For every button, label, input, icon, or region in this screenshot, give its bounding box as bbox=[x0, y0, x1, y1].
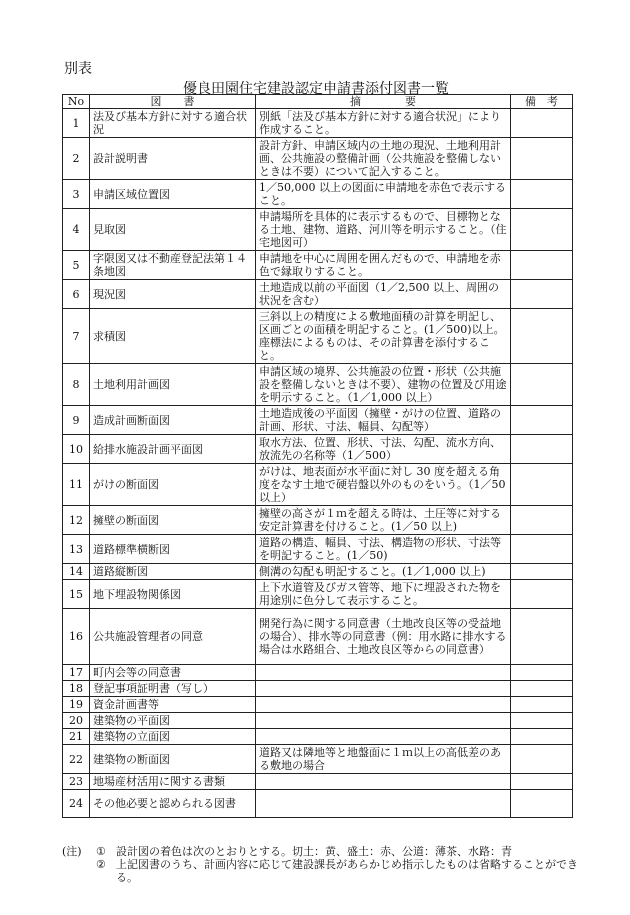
table-row bbox=[63, 535, 573, 564]
row-number: 8 bbox=[63, 364, 90, 406]
header-description: 摘 要 bbox=[256, 95, 511, 109]
row-description: 開発行為に関する同意書（土地改良区等の受益地の場合）、排水等の同意書（例：用水路に排水する場合は水路組合、土地改良区等からの同意書） bbox=[256, 609, 511, 665]
table-row bbox=[63, 180, 573, 209]
row-remarks bbox=[511, 209, 573, 251]
row-remarks bbox=[511, 697, 573, 713]
row-number: 6 bbox=[63, 280, 90, 309]
row-document: 建築物の立面図 bbox=[90, 729, 256, 745]
row-remarks bbox=[511, 506, 573, 535]
row-document: がけの断面図 bbox=[90, 464, 256, 506]
row-document: 法及び基本方針に対する適合状況 bbox=[90, 109, 256, 138]
table-row bbox=[63, 580, 573, 609]
row-number: 22 bbox=[63, 745, 90, 774]
table-row bbox=[63, 109, 573, 138]
table-row bbox=[63, 564, 573, 580]
row-document: 土地利用計画図 bbox=[90, 364, 256, 406]
row-number: 9 bbox=[63, 406, 90, 435]
table-row bbox=[63, 681, 573, 697]
table-row bbox=[63, 406, 573, 435]
row-number: 12 bbox=[63, 506, 90, 535]
row-document: 字限図又は不動産登記法第１４条地図 bbox=[90, 251, 256, 280]
table-row bbox=[63, 790, 573, 818]
row-document: 地場産材活用に関する書類 bbox=[90, 774, 256, 790]
table-row bbox=[63, 464, 573, 506]
row-remarks bbox=[511, 406, 573, 435]
table-row bbox=[63, 609, 573, 665]
row-remarks bbox=[511, 364, 573, 406]
row-description bbox=[256, 681, 511, 697]
row-document: 擁壁の断面図 bbox=[90, 506, 256, 535]
row-document: 地下埋設物関係図 bbox=[90, 580, 256, 609]
row-remarks bbox=[511, 251, 573, 280]
row-description: 取水方法、位置、形状、寸法、勾配、流水方向、放流先の名称等（1／500） bbox=[256, 435, 511, 464]
note-number: ② bbox=[96, 858, 106, 871]
row-remarks bbox=[511, 609, 573, 665]
note-text: 上記図書のうち、計画内容に応じて建設課長があらかじめ指示したものは省略することができる。 bbox=[116, 858, 578, 884]
row-number: 4 bbox=[63, 209, 90, 251]
table-row bbox=[63, 435, 573, 464]
row-number: 14 bbox=[63, 564, 90, 580]
row-document: 資金計画書等 bbox=[90, 697, 256, 713]
row-description: 土地造成後の平面図（擁壁・がけの位置、道路の計画、形状、寸法、幅員、勾配等） bbox=[256, 406, 511, 435]
row-description: 道路の構造、幅員、寸法、構造物の形状、寸法等を明記すること。(1／50) bbox=[256, 535, 511, 564]
header-no: No bbox=[63, 95, 90, 109]
row-description bbox=[256, 665, 511, 681]
row-remarks bbox=[511, 180, 573, 209]
row-number: 16 bbox=[63, 609, 90, 665]
row-remarks bbox=[511, 729, 573, 745]
row-description bbox=[256, 790, 511, 818]
row-document: 申請区域位置図 bbox=[90, 180, 256, 209]
row-remarks bbox=[511, 774, 573, 790]
row-number: 1 bbox=[63, 109, 90, 138]
row-number: 7 bbox=[63, 309, 90, 364]
row-document: 造成計画断面図 bbox=[90, 406, 256, 435]
row-description bbox=[256, 697, 511, 713]
row-document: 求積図 bbox=[90, 309, 256, 364]
table-row bbox=[63, 729, 573, 745]
row-remarks bbox=[511, 109, 573, 138]
documents-table bbox=[62, 94, 573, 818]
row-number: 10 bbox=[63, 435, 90, 464]
row-description: 側溝の勾配も明記すること。(1／1,000 以上) bbox=[256, 564, 511, 580]
row-number: 5 bbox=[63, 251, 90, 280]
row-document: 道路標準横断図 bbox=[90, 535, 256, 564]
row-document: 建築物の平面図 bbox=[90, 713, 256, 729]
row-document: 現況図 bbox=[90, 280, 256, 309]
header-remarks: 備 考 bbox=[511, 95, 573, 109]
table-row bbox=[63, 713, 573, 729]
table-header-row bbox=[63, 95, 573, 109]
row-description: 擁壁の高さが１ｍを超える時は、土圧等に対する安定計算書を付けること。(1／50 以上) bbox=[256, 506, 511, 535]
table-row bbox=[63, 364, 573, 406]
row-number: 17 bbox=[63, 665, 90, 681]
row-description: 別紙「法及び基本方針に対する適合状況」により作成すること。 bbox=[256, 109, 511, 138]
table-row bbox=[63, 745, 573, 774]
row-description: 申請区域の境界、公共施設の位置・形状（公共施設を整備しないときは不要）、建物の位置及び用途を明示すること。（1／1,000 以上） bbox=[256, 364, 511, 406]
row-number: 24 bbox=[63, 790, 90, 818]
row-number: 18 bbox=[63, 681, 90, 697]
row-description: 申請場所を具体的に表示するもので、目標物となる土地、建物、道路、河川等を明示すること。（住宅地図可） bbox=[256, 209, 511, 251]
table-row bbox=[63, 774, 573, 790]
row-document: その他必要と認められる図書 bbox=[90, 790, 256, 818]
note-item bbox=[62, 858, 582, 884]
row-description: がけは、地表面が水平面に対し 30 度を超える角度をなす土地で硬岩盤以外のものをいう。（1／50 以上） bbox=[256, 464, 511, 506]
table-row bbox=[63, 309, 573, 364]
row-document: 道路縦断図 bbox=[90, 564, 256, 580]
notes-section bbox=[62, 845, 582, 884]
row-description: 1／50,000 以上の図面に申請地を赤色で表示すること。 bbox=[256, 180, 511, 209]
row-number: 20 bbox=[63, 713, 90, 729]
row-document: 建築物の断面図 bbox=[90, 745, 256, 774]
row-number: 21 bbox=[63, 729, 90, 745]
row-description: 土地造成以前の平面図（1／2,500 以上、周囲の状況を含む） bbox=[256, 280, 511, 309]
row-description: 申請地を中心に周囲を囲んだもので、申請地を赤色で縁取りすること。 bbox=[256, 251, 511, 280]
row-number: 15 bbox=[63, 580, 90, 609]
row-remarks bbox=[511, 464, 573, 506]
row-remarks bbox=[511, 564, 573, 580]
note-item bbox=[62, 845, 582, 858]
table-body bbox=[63, 109, 573, 818]
row-number: 13 bbox=[63, 535, 90, 564]
row-remarks bbox=[511, 435, 573, 464]
table-row bbox=[63, 506, 573, 535]
row-document: 見取図 bbox=[90, 209, 256, 251]
row-remarks bbox=[511, 713, 573, 729]
row-document: 給排水施設計画平面図 bbox=[90, 435, 256, 464]
row-description bbox=[256, 729, 511, 745]
table-row bbox=[63, 209, 573, 251]
row-description: 設計方針、申請区域内の土地の現況、土地利用計画、公共施設の整備計画（公共施設を整備しないときは不要）について記入すること。 bbox=[256, 138, 511, 180]
row-remarks bbox=[511, 790, 573, 818]
notes-prefix: (注) bbox=[62, 845, 82, 858]
row-description: 三斜以上の精度による敷地面積の計算を明記し、区画ごとの面積を明記すること。(1／500)以上。座標法によるものは、その計算書を添付すること。 bbox=[256, 309, 511, 364]
table-row bbox=[63, 138, 573, 180]
row-description bbox=[256, 774, 511, 790]
row-document: 町内会等の同意書 bbox=[90, 665, 256, 681]
row-number: 2 bbox=[63, 138, 90, 180]
table-row bbox=[63, 251, 573, 280]
row-document: 公共施設管理者の同意 bbox=[90, 609, 256, 665]
row-remarks bbox=[511, 745, 573, 774]
annex-label: 別表 bbox=[64, 61, 92, 77]
table-row bbox=[63, 665, 573, 681]
row-description: 道路又は隣地等と地盤面に１ｍ以上の高低差のある敷地の場合 bbox=[256, 745, 511, 774]
table-row bbox=[63, 280, 573, 309]
row-description bbox=[256, 713, 511, 729]
row-remarks bbox=[511, 280, 573, 309]
header-document: 図 書 bbox=[90, 95, 256, 109]
row-number: 11 bbox=[63, 464, 90, 506]
row-document: 設計説明書 bbox=[90, 138, 256, 180]
row-remarks bbox=[511, 580, 573, 609]
table-row bbox=[63, 697, 573, 713]
row-remarks bbox=[511, 138, 573, 180]
note-text: 設計図の着色は次のとおりとする。切土：黄、盛土：赤、公道：薄茶、水路：青 bbox=[116, 845, 512, 858]
row-document: 登記事項証明書（写し） bbox=[90, 681, 256, 697]
row-remarks bbox=[511, 535, 573, 564]
row-number: 3 bbox=[63, 180, 90, 209]
row-remarks bbox=[511, 681, 573, 697]
note-indent bbox=[62, 858, 96, 884]
row-number: 19 bbox=[63, 697, 90, 713]
row-remarks bbox=[511, 665, 573, 681]
row-description: 上下水道管及びガス管等、地下に埋設された物を用途別に色分して表示すること。 bbox=[256, 580, 511, 609]
row-remarks bbox=[511, 309, 573, 364]
row-number: 23 bbox=[63, 774, 90, 790]
page-title: 優良田園住宅建設認定申請書添付図書一覧 bbox=[183, 81, 449, 97]
note-number: ① bbox=[96, 845, 106, 858]
